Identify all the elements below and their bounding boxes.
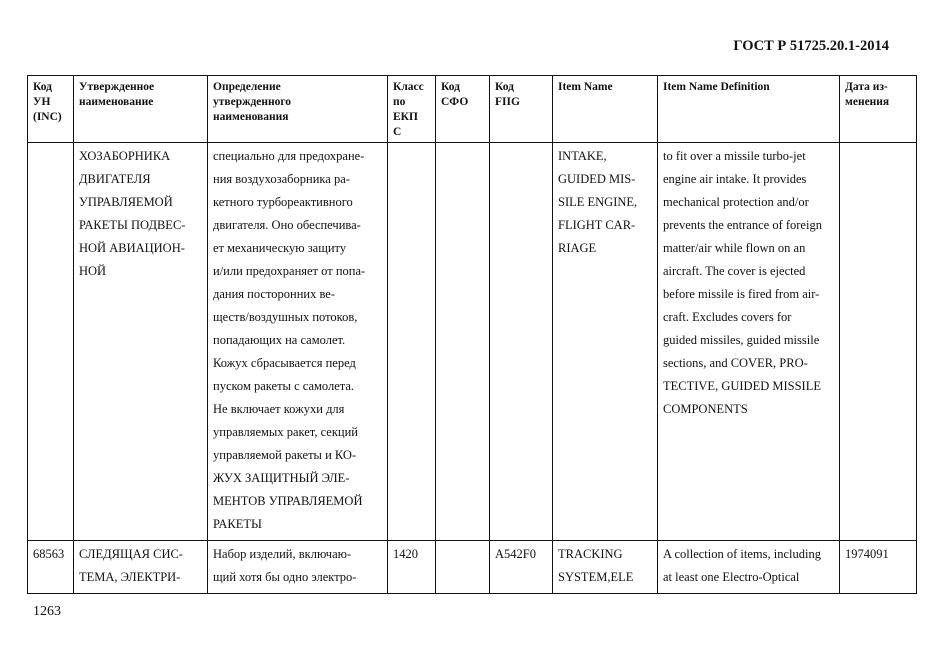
table-row bbox=[28, 143, 917, 541]
header-text-line: утвержденного bbox=[213, 96, 292, 108]
cell-text-line: INTAKE, bbox=[558, 149, 607, 163]
cell-text-line: ЖУХ ЗАЩИТНЫЙ ЭЛЕ- bbox=[213, 471, 350, 485]
cell-text-line: Кожух сбрасывается перед bbox=[213, 356, 356, 370]
cell-item-name-definition bbox=[658, 143, 840, 541]
cell-text-line: craft. Excludes covers for bbox=[663, 310, 792, 324]
header-text-line: Дата из- bbox=[845, 81, 888, 93]
cell-text-line: GUIDED MIS- bbox=[558, 172, 636, 186]
header-text-line: по bbox=[393, 96, 406, 108]
header-approved-name bbox=[74, 76, 208, 143]
header-text-line: наименования bbox=[213, 111, 289, 123]
cell-text-line: to fit over a missile turbo-jet bbox=[663, 149, 806, 163]
cell-text-line: TRACKING bbox=[558, 547, 623, 561]
cell-text: 68563 bbox=[33, 547, 65, 561]
cell-text-line: SYSTEM,ELE bbox=[558, 570, 634, 584]
header-sfo bbox=[436, 76, 490, 143]
header-class bbox=[388, 76, 436, 143]
header-item-name-definition bbox=[658, 76, 840, 143]
cell-text-line: SILE ENGINE, bbox=[558, 195, 638, 209]
header-row bbox=[28, 76, 917, 143]
document-code: ГОСТ Р 51725.20.1-2014 bbox=[733, 38, 889, 54]
cell-text-line: ния воздухозаборника ра- bbox=[213, 172, 350, 186]
cell-text-line: at least one Electro-Optical bbox=[663, 570, 800, 584]
cell-approved-name bbox=[74, 143, 208, 541]
cell-text-line: ществ/воздушных потоков, bbox=[213, 310, 358, 324]
cell-inc bbox=[28, 143, 74, 541]
cell-definition bbox=[208, 541, 388, 594]
cell-text-line: пуском ракеты с самолета. bbox=[213, 379, 355, 393]
header-text-line: Утвержденное bbox=[79, 81, 155, 93]
cell-text-line: guided missiles, guided missile bbox=[663, 333, 820, 347]
cell-text-line: попадающих на самолет. bbox=[213, 333, 346, 347]
header-text-line: С bbox=[393, 126, 402, 138]
header-text-line: FIIG bbox=[495, 96, 520, 108]
cell-text-line: Не включает кожухи для bbox=[213, 402, 345, 416]
header-item-name bbox=[553, 76, 658, 143]
header-text-line: Item Name Definition bbox=[663, 81, 770, 93]
header-text-line: Определение bbox=[213, 81, 281, 93]
cell-text-line: FLIGHT CAR- bbox=[558, 218, 636, 232]
cell-text-line: двигателя. Оно обеспечива- bbox=[213, 218, 361, 232]
cell-text-line: НОЙ АВИАЦИОН- bbox=[79, 241, 185, 255]
cell-text-line: щий хотя бы одно электро- bbox=[213, 570, 357, 584]
header-text-line: Класс bbox=[393, 81, 424, 93]
header-change-date bbox=[840, 76, 917, 143]
cell-change-date bbox=[840, 541, 917, 594]
header-text-line: Item Name bbox=[558, 81, 613, 93]
cell-fiig bbox=[490, 541, 553, 594]
cell-sfo bbox=[436, 541, 490, 594]
cell-text-line: кетного турбореактивного bbox=[213, 195, 353, 209]
header-text-line: УН bbox=[33, 96, 51, 108]
cell-class bbox=[388, 143, 436, 541]
cell-text: A542F0 bbox=[495, 547, 536, 561]
cell-definition bbox=[208, 143, 388, 541]
cell-fiig bbox=[490, 143, 553, 541]
cell-text-line: TECTIVE, GUIDED MISSILE bbox=[663, 379, 821, 393]
cell-text-line: управляемой ракеты и КО- bbox=[213, 448, 357, 462]
page-number: 1263 bbox=[33, 604, 61, 619]
cell-text: 1974091 bbox=[845, 547, 889, 561]
header-text-line: Код bbox=[441, 81, 461, 93]
cell-text: 1420 bbox=[393, 547, 418, 561]
cell-item-name bbox=[553, 541, 658, 594]
cell-text-line: ет механическую защиту bbox=[213, 241, 347, 255]
cell-text-line: matter/air while flown on an bbox=[663, 241, 806, 255]
header-text-line: Код bbox=[33, 81, 53, 93]
cell-approved-name bbox=[74, 541, 208, 594]
header-inc bbox=[28, 76, 74, 143]
cell-text-line: специально для предохране- bbox=[213, 149, 365, 163]
header-text-line: Код bbox=[495, 81, 515, 93]
cell-text-line: engine air intake. It provides bbox=[663, 172, 807, 186]
cell-item-name bbox=[553, 143, 658, 541]
cell-inc bbox=[28, 541, 74, 594]
header-text-line: ЕКП bbox=[393, 111, 418, 123]
cell-text-line: ТЕМА, ЭЛЕКТРИ- bbox=[79, 570, 181, 584]
cell-text-line: НОЙ bbox=[79, 264, 107, 278]
cell-text-line: ХОЗАБОРНИКА bbox=[79, 149, 171, 163]
cell-text-line: МЕНТОВ УПРАВЛЯЕМОЙ bbox=[213, 494, 363, 508]
header-text-line: наименование bbox=[79, 96, 154, 108]
cell-sfo bbox=[436, 143, 490, 541]
header-definition bbox=[208, 76, 388, 143]
cell-text-line: РАКЕТЫ bbox=[213, 517, 262, 531]
cell-item-name-definition bbox=[658, 541, 840, 594]
header-text-line: менения bbox=[845, 96, 890, 108]
header-text-line: СФО bbox=[441, 96, 469, 108]
cell-text-line: РАКЕТЫ ПОДВЕС- bbox=[79, 218, 186, 232]
cell-text-line: before missile is fired from air- bbox=[663, 287, 820, 301]
cell-text-line: prevents the entrance of foreign bbox=[663, 218, 822, 232]
cell-text-line: управляемых ракет, секций bbox=[213, 425, 358, 439]
cell-text-line: ДВИГАТЕЛЯ bbox=[79, 172, 151, 186]
cell-text-line: sections, and COVER, PRO- bbox=[663, 356, 808, 370]
cell-text-line: Набор изделий, включаю- bbox=[213, 547, 352, 561]
cell-text-line: COMPONENTS bbox=[663, 402, 748, 416]
cell-text-line: aircraft. The cover is ejected bbox=[663, 264, 806, 278]
catalog-table bbox=[27, 75, 917, 594]
cell-text-line: mechanical protection and/or bbox=[663, 195, 809, 209]
cell-text-line: и/или предохраняет от попа- bbox=[213, 264, 366, 278]
header-text-line: (INC) bbox=[33, 111, 62, 123]
table-row bbox=[28, 541, 917, 594]
cell-class bbox=[388, 541, 436, 594]
cell-text-line: дания посторонних ве- bbox=[213, 287, 335, 301]
header-fiig bbox=[490, 76, 553, 143]
cell-text-line: A collection of items, including bbox=[663, 547, 821, 561]
cell-text-line: RIAGE bbox=[558, 241, 597, 255]
cell-change-date bbox=[840, 143, 917, 541]
cell-text-line: УПРАВЛЯЕМОЙ bbox=[79, 195, 173, 209]
cell-text-line: СЛЕДЯЩАЯ СИС- bbox=[79, 547, 183, 561]
